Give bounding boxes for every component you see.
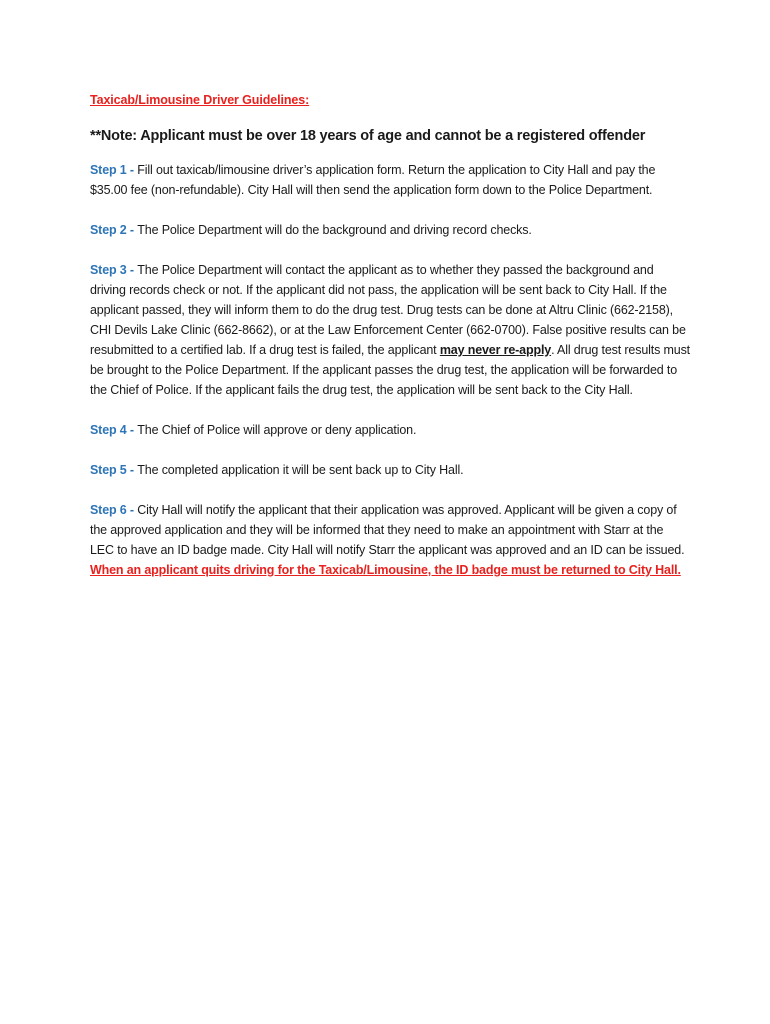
step-6-badge-return-emphasis: When an applicant quits driving for the Taxicab/Limousine, the ID badge must be returned to City Hall. bbox=[90, 563, 681, 577]
step-6-paragraph bbox=[90, 500, 690, 580]
age-requirement-note: **Note: Applicant must be over 18 years of age and cannot be a registered offender bbox=[90, 128, 646, 144]
step-2-paragraph bbox=[90, 220, 690, 240]
step-5-paragraph bbox=[90, 460, 690, 480]
step-1-text: Fill out taxicab/limousine driver’s application form. Return the application to City Hall and pay the $35.00 fee (non-refundable). City Hall will then send the application form down to the Police Department. bbox=[90, 163, 656, 197]
step-4-paragraph bbox=[90, 420, 690, 440]
step-5-text: The completed application it will be sent back up to City Hall. bbox=[137, 463, 464, 477]
document-title: Taxicab/Limousine Driver Guidelines: bbox=[90, 93, 310, 107]
step-3-paragraph bbox=[90, 260, 690, 400]
step-2-label: Step 2 - bbox=[90, 223, 138, 237]
step-6-label: Step 6 - bbox=[90, 503, 138, 517]
step-1-paragraph bbox=[90, 160, 690, 200]
step-2-text: The Police Department will do the background and driving record checks. bbox=[137, 223, 532, 237]
step-3-text-after: . All drug test results must be brought to the Police Department. If the applicant passes the drug test, the application will be forwarded to the Chief of Police. If the applicant fails the drug test, the application will be sent back to the City Hall. bbox=[90, 343, 690, 397]
step-4-label: Step 4 - bbox=[90, 423, 138, 437]
step-3-emphasis: may never re-apply bbox=[439, 343, 552, 357]
document-content bbox=[90, 93, 690, 600]
step-6-text: City Hall will notify the applicant that their application was approved. Applicant will be given a copy of the approved application and they will be informed that they need to make an appointment with Starr at the LEC to have an ID badge made. City Hall will notify Starr the applicant was approved and an ID can be issued. bbox=[90, 503, 685, 557]
step-3-label: Step 3 - bbox=[90, 263, 138, 277]
step-1-label: Step 1 - bbox=[90, 163, 138, 177]
step-5-label: Step 5 - bbox=[90, 463, 138, 477]
step-3-text-before: The Police Department will contact the applicant as to whether they passed the background and driving records check or not. If the applicant did not pass, the application will be sent back to City Hall. If the applicant passed, they will inform them to do the drug test. Drug tests can be done at Altru Clinic (662-2158), CHI Devils Lake Clinic (662-8662), or at the Law Enforcement Center (662-0700). False positive results can be resubmitted to a certified lab. If a drug test is failed, the applicant bbox=[90, 263, 686, 357]
step-4-text: The Chief of Police will approve or deny application. bbox=[137, 423, 417, 437]
